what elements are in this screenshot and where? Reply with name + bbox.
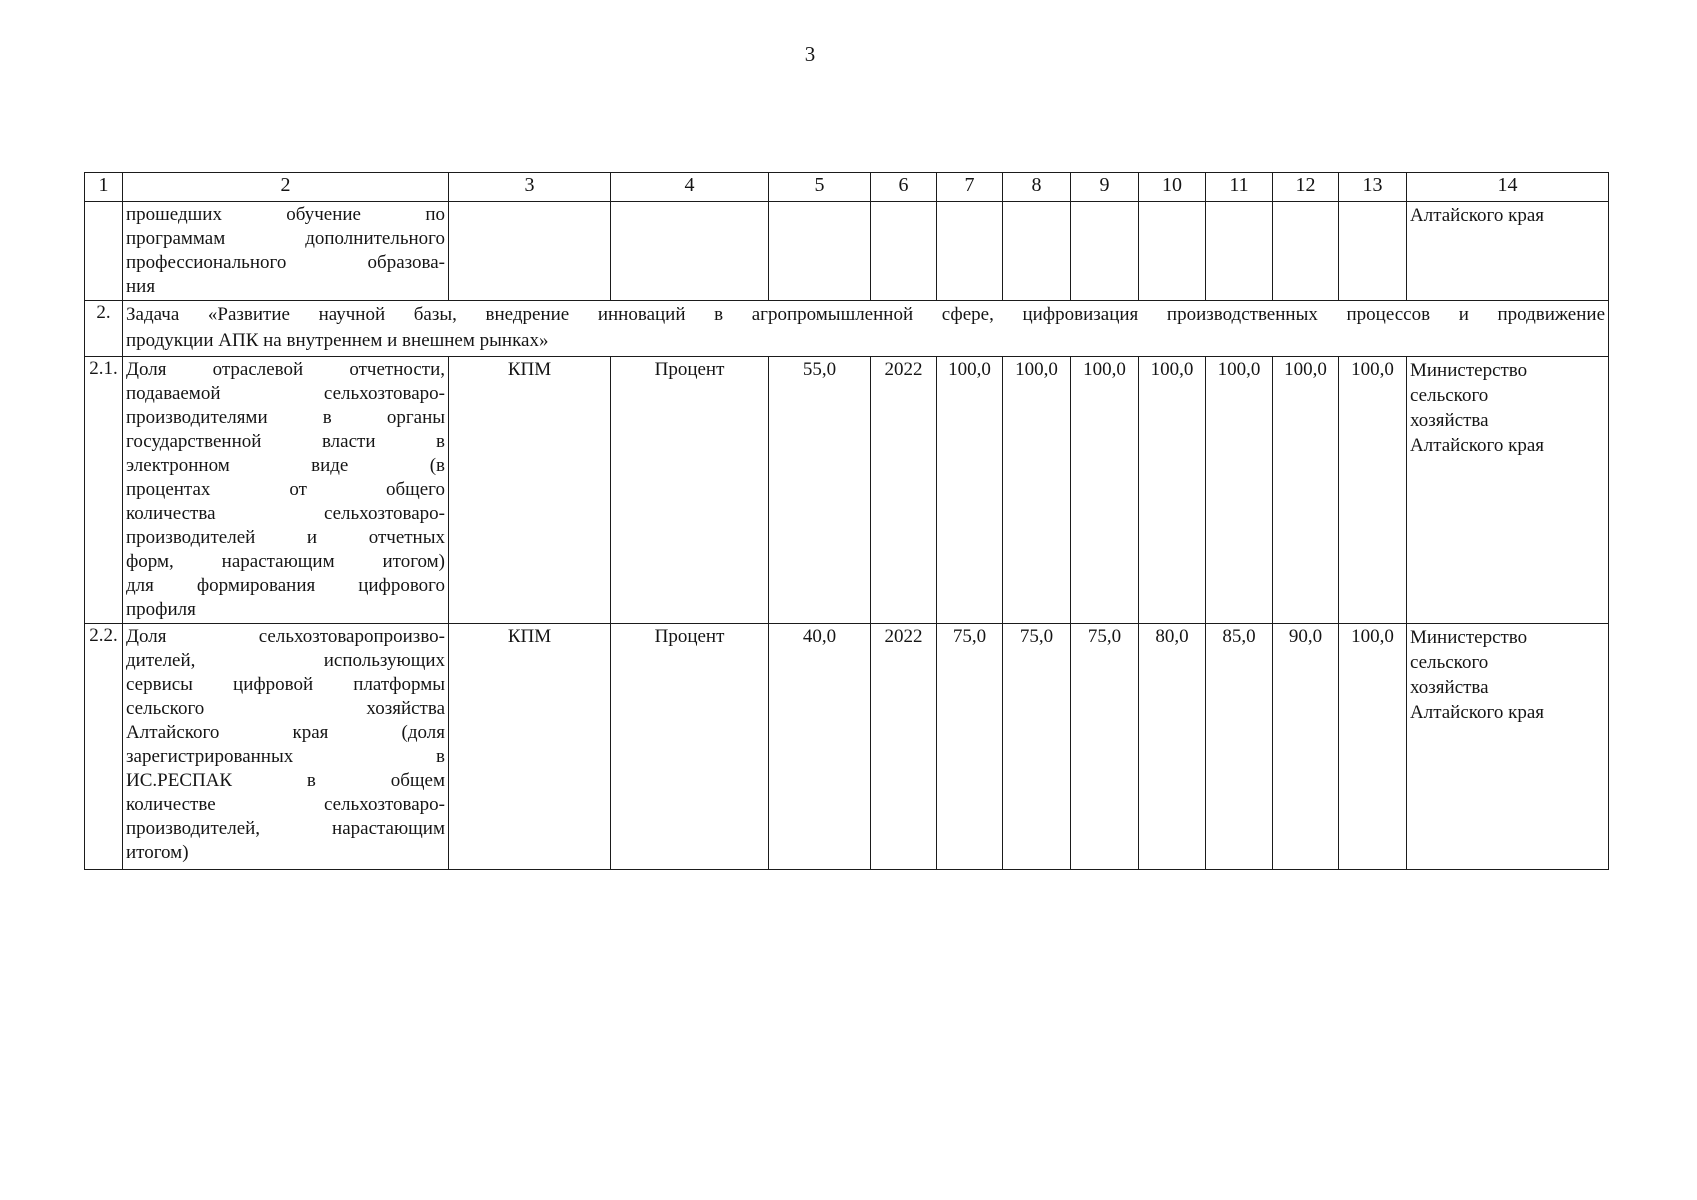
table-header-row (85, 173, 1609, 202)
task-text-cell (123, 301, 1609, 357)
value-cell-y6 (1273, 357, 1339, 624)
value: 100,0 (1351, 626, 1394, 647)
empty-cell (769, 202, 871, 301)
value: 100,0 (1217, 359, 1261, 380)
col-header-3: 3 (449, 173, 611, 202)
base-year-cell (871, 624, 937, 870)
col-header-2: 2 (123, 173, 449, 202)
executor-line: сельского (1410, 652, 1489, 673)
value-cell-y7 (1339, 624, 1407, 870)
base-year-cell (871, 357, 937, 624)
value-cell-y6 (1273, 624, 1339, 870)
indicator-line: прошедших обучение по (126, 204, 445, 225)
value: 100,0 (1351, 359, 1394, 380)
indicator-text-cell (123, 624, 449, 870)
value-cell-y1 (937, 357, 1003, 624)
value: 100,0 (1150, 359, 1194, 380)
col-header-12: 12 (1273, 173, 1339, 202)
indicator-line: дителей, использующих (126, 650, 445, 671)
indicators-table (84, 172, 1609, 870)
indicator-line: электронном виде (в (126, 455, 445, 476)
empty-cell (937, 202, 1003, 301)
task-line: Задача «Развитие научной базы, внедрение инноваций в агропромышленной сфере, цифровизация производственных процессов и продвижение (126, 304, 1605, 325)
value-cell-y7 (1339, 357, 1407, 624)
executor-line: хозяйства (1410, 410, 1489, 431)
empty-cell (871, 202, 937, 301)
value-cell-y4 (1139, 357, 1206, 624)
indicator-line: производителями в органы (126, 407, 445, 428)
col-header-5: 5 (769, 173, 871, 202)
base-value-cell (769, 624, 871, 870)
empty-cell (1273, 202, 1339, 301)
col-header-7: 7 (937, 173, 1003, 202)
executor-line: Министерство (1410, 627, 1528, 648)
indicator-line: Доля сельхозтоваропроизво- (126, 626, 445, 647)
row-task-2 (85, 301, 1609, 357)
value-cell-y2 (1003, 357, 1071, 624)
indicator-line: профессионального образова- (126, 252, 445, 273)
empty-cell (449, 202, 611, 301)
type-cell (449, 357, 611, 624)
col-header-10: 10 (1139, 173, 1206, 202)
unit-value: Процент (654, 359, 725, 380)
executor-line: хозяйства (1410, 677, 1489, 698)
page-number: 3 (804, 42, 816, 66)
value: 75,0 (1019, 626, 1054, 647)
base-year: 2022 (884, 626, 923, 647)
value: 100,0 (1015, 359, 1058, 380)
row-number-cell: 2.2. (85, 624, 123, 870)
executor-cell (1407, 624, 1609, 870)
empty-cell (85, 202, 123, 301)
type-cell (449, 624, 611, 870)
empty-cell (1206, 202, 1273, 301)
empty-cell (1071, 202, 1139, 301)
value-cell-y1 (937, 624, 1003, 870)
value-cell-y4 (1139, 624, 1206, 870)
col-header-8: 8 (1003, 173, 1071, 202)
row-indicator-2-2 (85, 624, 1609, 870)
empty-cell (1139, 202, 1206, 301)
value: 85,0 (1222, 626, 1256, 647)
indicator-line: Доля отраслевой отчетности, (126, 359, 445, 380)
indicator-line: ния (126, 276, 156, 297)
indicator-line: программам дополнительного (126, 228, 445, 249)
col-header-14: 14 (1407, 173, 1609, 202)
value-cell-y5 (1206, 357, 1273, 624)
value: 100,0 (948, 359, 991, 380)
indicator-line: зарегистрированных в (126, 746, 445, 767)
indicator-line: процентах от общего (126, 479, 445, 500)
unit-value: Процент (654, 626, 725, 647)
task-line: продукции АПК на внутреннем и внешнем рынках» (126, 330, 549, 351)
col-header-9: 9 (1071, 173, 1139, 202)
col-header-1: 1 (85, 173, 123, 202)
indicator-line: Алтайского края (доля (126, 722, 445, 743)
empty-cell (611, 202, 769, 301)
indicator-line: итогом) (126, 842, 189, 863)
indicator-line: подаваемой сельхозтоваро- (126, 383, 445, 404)
indicator-line: ИС.РЕСПАК в общем (126, 770, 445, 791)
value: 100,0 (1083, 359, 1126, 380)
col-header-6: 6 (871, 173, 937, 202)
indicator-text-cell (123, 357, 449, 624)
indicator-line: государственной власти в (126, 431, 445, 452)
executor-cell (1407, 357, 1609, 624)
indicator-line: производителей, нарастающим (126, 818, 445, 839)
indicator-line: количества сельхозтоваро- (126, 503, 445, 524)
value: 80,0 (1155, 626, 1189, 647)
value: 100,0 (1284, 359, 1327, 380)
base-value: 55,0 (802, 359, 837, 380)
row-continuation (85, 202, 1609, 301)
unit-cell (611, 357, 769, 624)
value: 75,0 (1087, 626, 1122, 647)
base-value: 40,0 (802, 626, 837, 647)
value-cell-y5 (1206, 624, 1273, 870)
value-cell-y2 (1003, 624, 1071, 870)
type-value: КПМ (507, 626, 552, 647)
empty-cell (1339, 202, 1407, 301)
indicator-line: для формирования цифрового (126, 575, 445, 596)
indicator-line: производителей и отчетных (126, 527, 445, 548)
executor-line: сельского (1410, 385, 1489, 406)
indicator-line: количестве сельхозтоваро- (126, 794, 445, 815)
base-value-cell (769, 357, 871, 624)
value: 75,0 (952, 626, 987, 647)
row-indicator-2-1 (85, 357, 1609, 624)
base-year: 2022 (884, 359, 923, 380)
indicator-line: профиля (126, 599, 196, 620)
row-number-cell: 2.1. (85, 357, 123, 624)
indicator-line: сервисы цифровой платформы (126, 674, 445, 695)
row-number-cell: 2. (85, 301, 123, 357)
indicator-text-cell (123, 202, 449, 301)
col-header-4: 4 (611, 173, 769, 202)
col-header-13: 13 (1339, 173, 1407, 202)
executor-line: Министерство (1410, 360, 1528, 381)
value-cell-y3 (1071, 624, 1139, 870)
executor-line: Алтайского края (1410, 702, 1545, 723)
unit-cell (611, 624, 769, 870)
value: 90,0 (1288, 626, 1323, 647)
executor-line: Алтайского края (1410, 435, 1545, 456)
executor-cell (1407, 202, 1609, 301)
indicator-line: форм, нарастающим итогом) (126, 551, 445, 572)
indicator-line: сельского хозяйства (126, 698, 445, 719)
empty-cell (1003, 202, 1071, 301)
col-header-11: 11 (1206, 173, 1273, 202)
value-cell-y3 (1071, 357, 1139, 624)
type-value: КПМ (507, 359, 552, 380)
executor-line: Алтайского края (1410, 205, 1545, 226)
